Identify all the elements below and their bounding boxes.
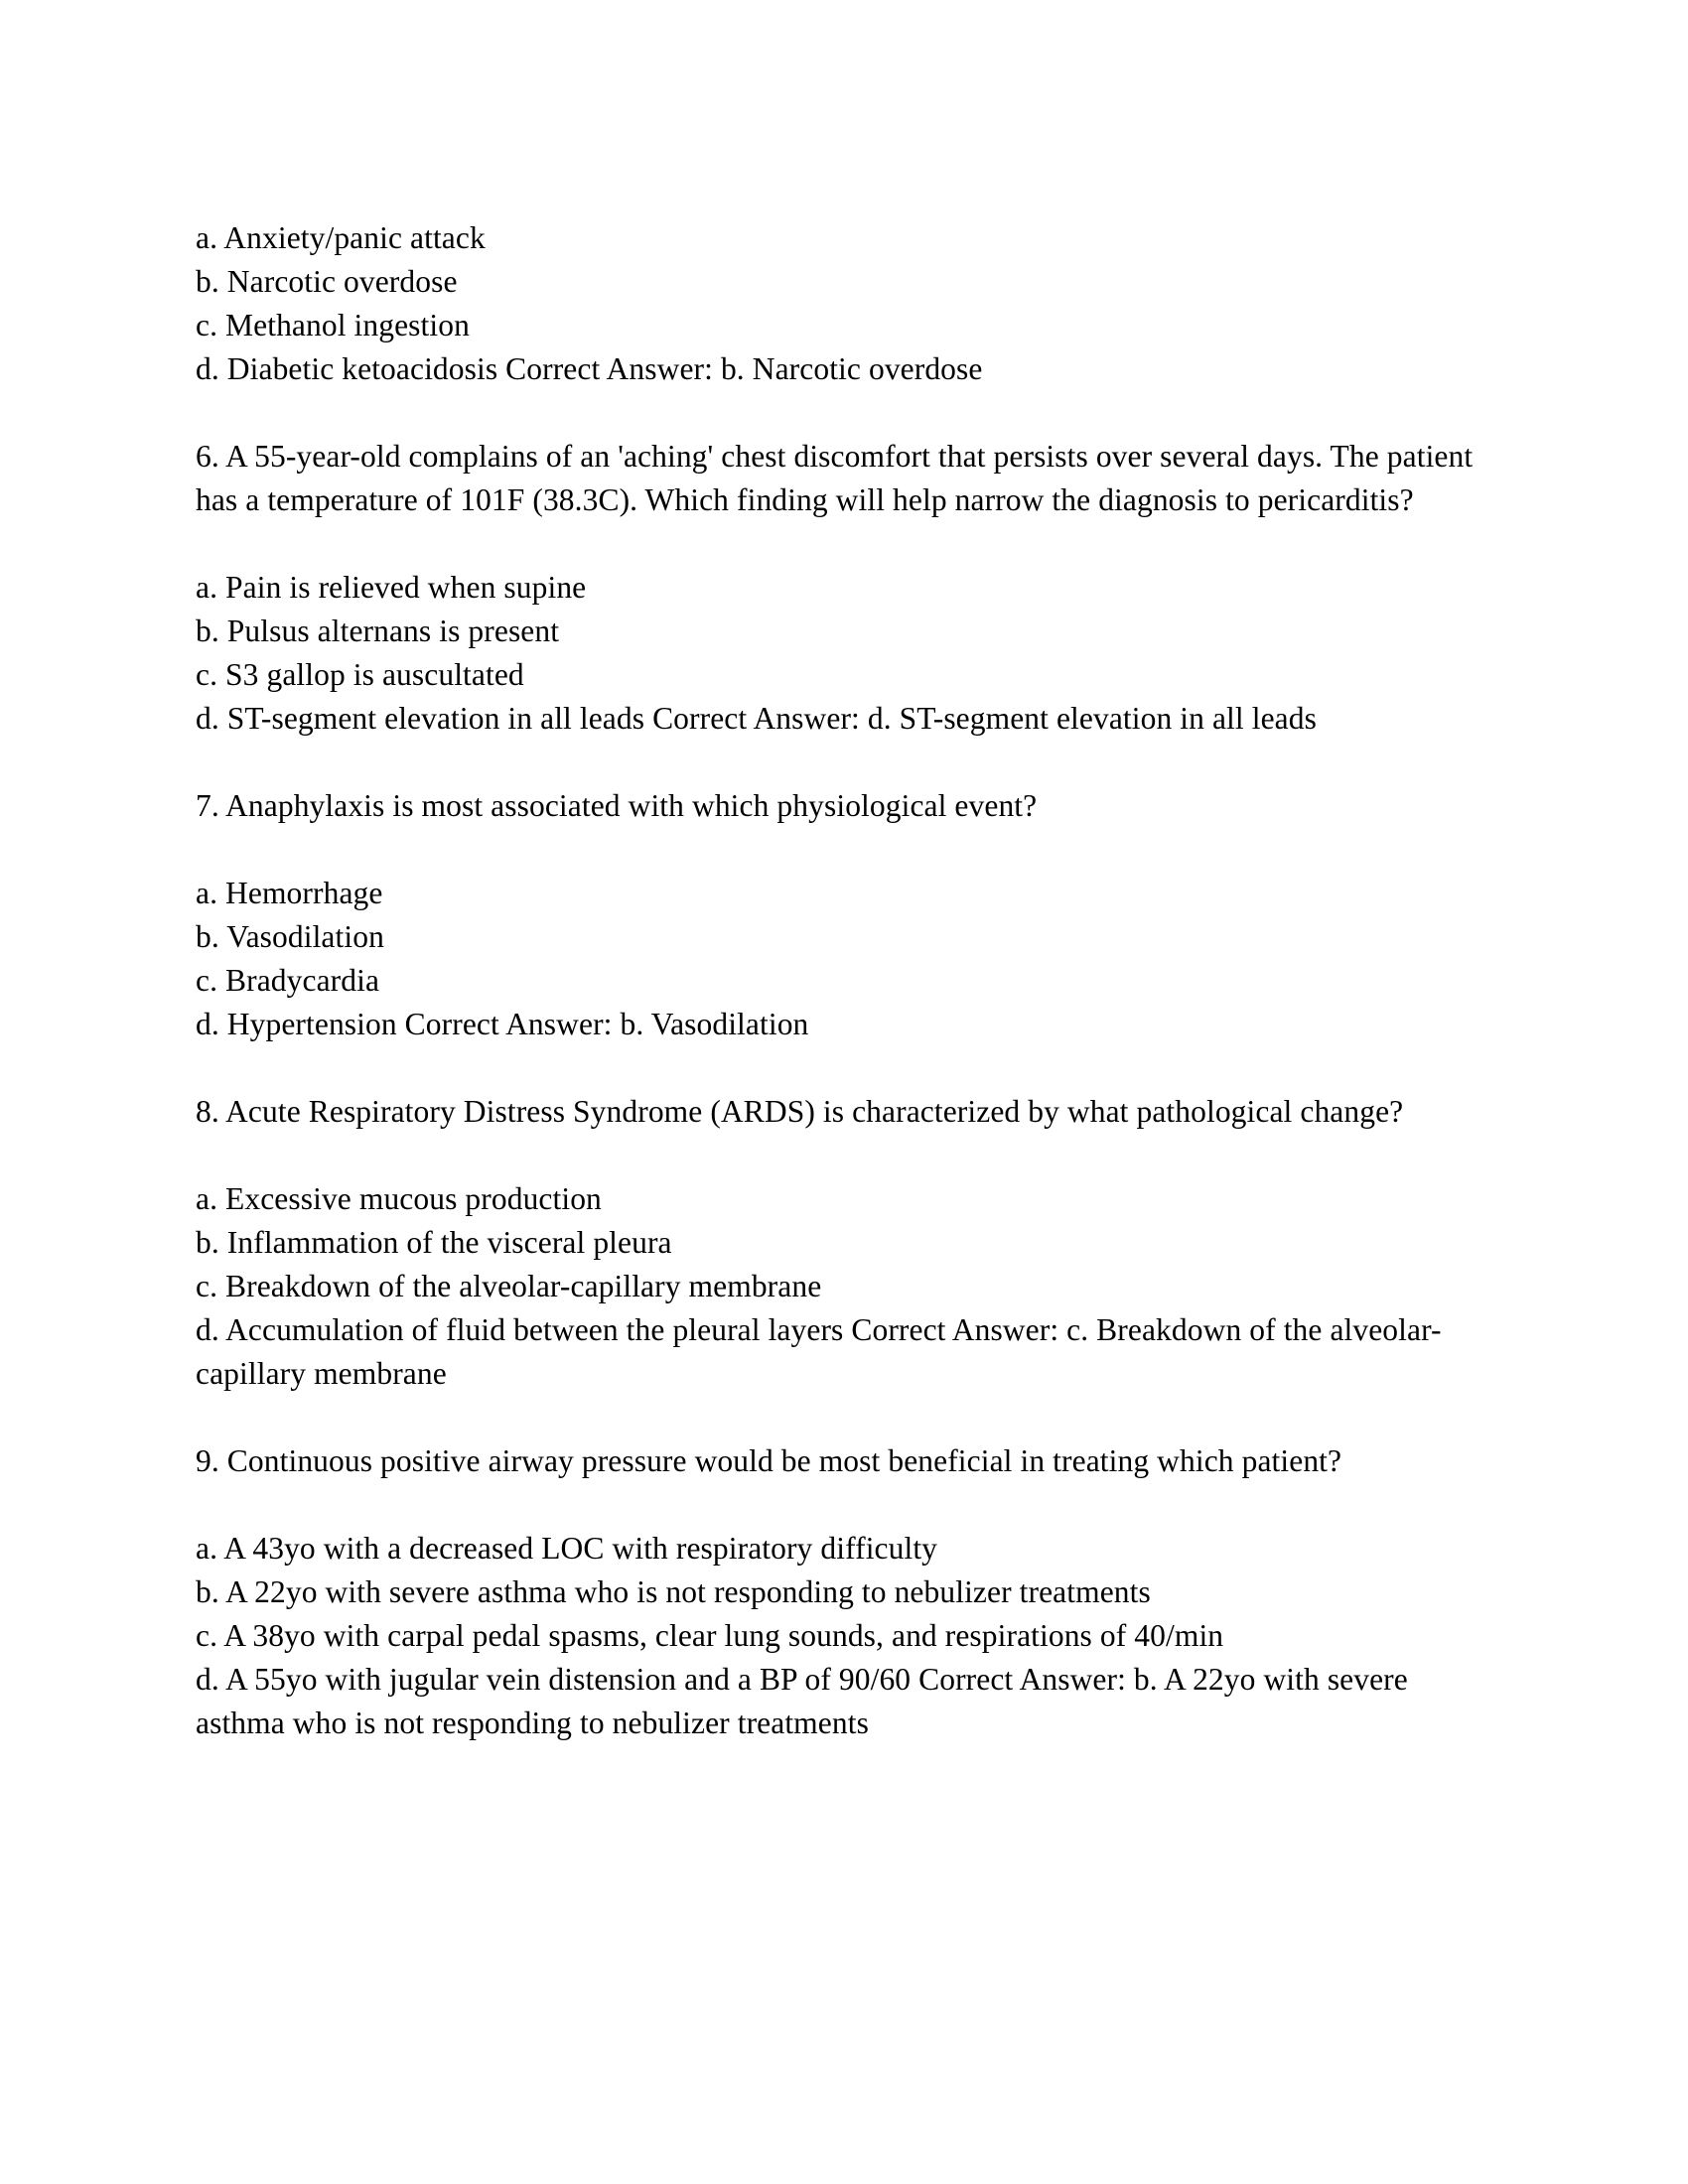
question-stem-9: 9. Continuous positive airway pressure would be most beneficial in treating which patient? <box>196 1443 1342 1478</box>
option-line: d. ST-segment elevation in all leads Correct Answer: d. ST-segment elevation in all leads <box>196 701 1317 736</box>
option-line: c. Bradycardia <box>196 963 380 998</box>
option-line: a. A 43yo with a decreased LOC with respiratory difficulty <box>196 1531 938 1566</box>
option-line: b. Vasodilation <box>196 919 384 954</box>
option-line: a. Excessive mucous production <box>196 1181 602 1216</box>
option-line: c. Breakdown of the alveolar-capillary membrane <box>196 1269 822 1303</box>
option-line: b. Pulsus alternans is present <box>196 614 560 648</box>
option-line: b. Narcotic overdose <box>196 264 458 299</box>
question-stem-8: 8. Acute Respiratory Distress Syndrome (ARDS) is characterized by what pathological change? <box>196 1094 1404 1129</box>
option-line: d. A 55yo with jugular vein distension and a BP of 90/60 Correct Answer: b. A 22yo with severe asthma who is not responding to nebulizer treatments <box>196 1662 1408 1740</box>
option-line: d. Diabetic ketoacidosis Correct Answer: b. Narcotic overdose <box>196 351 983 386</box>
answer-options-q5 <box>196 216 1486 391</box>
answer-options-q7 <box>196 872 1486 1046</box>
option-line: a. Pain is relieved when supine <box>196 570 587 605</box>
option-line: d. Hypertension Correct Answer: b. Vasodilation <box>196 1007 809 1041</box>
option-line: b. A 22yo with severe asthma who is not responding to nebulizer treatments <box>196 1574 1151 1609</box>
question-stem-6: 6. A 55-year-old complains of an 'aching' chest discomfort that persists over several days. The patient has a temperature of 101F (38.3C). Which finding will help narrow the diagnosis to pericarditis? <box>196 439 1474 517</box>
option-line: b. Inflammation of the visceral pleura <box>196 1225 672 1260</box>
answer-options-q9 <box>196 1527 1486 1745</box>
option-line: c. A 38yo with carpal pedal spasms, clear lung sounds, and respirations of 40/min <box>196 1618 1224 1653</box>
option-line: c. Methanol ingestion <box>196 308 470 342</box>
option-line: c. S3 gallop is auscultated <box>196 657 524 692</box>
option-line: d. Accumulation of fluid between the pleural layers Correct Answer: c. Breakdown of the alveolar-capillary membrane <box>196 1312 1442 1391</box>
option-line: a. Anxiety/panic attack <box>196 220 486 255</box>
document-text-body <box>196 216 1486 1745</box>
answer-options-q8 <box>196 1177 1486 1396</box>
question-stem-7: 7. Anaphylaxis is most associated with which physiological event? <box>196 788 1038 823</box>
answer-options-q6 <box>196 566 1486 741</box>
option-line: a. Hemorrhage <box>196 876 383 910</box>
